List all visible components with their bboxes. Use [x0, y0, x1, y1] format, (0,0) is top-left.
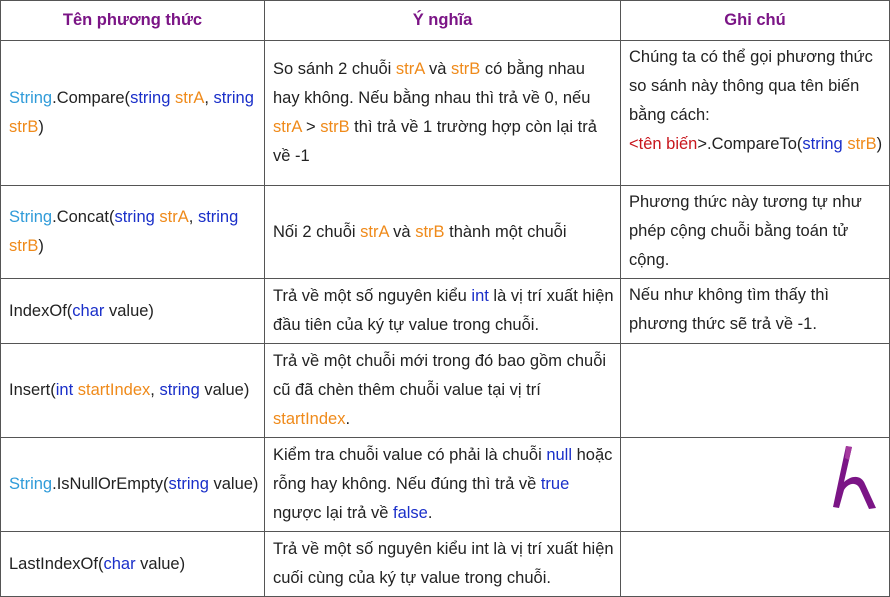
code-text: ,: [150, 381, 160, 399]
code-keyword: int: [55, 381, 74, 399]
meaning-text: .: [427, 504, 433, 522]
meaning-text: thì trả về 1 trường hợp còn lại trả về -1: [273, 118, 597, 165]
method-name-cell: [1, 279, 265, 344]
code-keyword: string: [802, 135, 843, 153]
code-keyword: false: [393, 504, 428, 522]
code-param: strB: [320, 118, 350, 136]
meaning-text: Trả về một chuỗi mới trong đó bao gồm chuỗi cũ đã chèn thêm chuỗi value tại vị trí: [273, 352, 607, 399]
note-cell: [621, 279, 890, 344]
note-cell: [621, 344, 890, 438]
meaning-text: Trả về một số nguyên kiểu int là vị trí xuất hiện cuối cùng của ký tự value trong chuỗi.: [273, 540, 614, 587]
table-row: [1, 438, 890, 532]
meaning-text: là vị trí xuất hiện đầu tiên của ký tự value trong chuỗi.: [273, 287, 614, 334]
code-param: strA: [159, 208, 189, 226]
code-text: ): [876, 135, 883, 153]
code-bracket: <: [629, 135, 639, 153]
code-keyword: char: [103, 554, 136, 573]
table-row: [1, 532, 890, 597]
code-param: strA: [175, 89, 205, 107]
method-name-cell: [1, 532, 265, 597]
code-keyword: null: [546, 446, 573, 464]
code-text: .Concat(: [52, 208, 115, 226]
note-text: Nếu như không tìm thấy thì phương thức sẽ trả về -1.: [629, 286, 829, 333]
table-header-row: [1, 1, 890, 41]
code-keyword: string: [114, 208, 155, 226]
code-keyword: char: [72, 301, 105, 320]
meaning-text: >: [301, 118, 321, 136]
code-param: startIndex: [273, 410, 346, 428]
meaning-text: So sánh 2 chuỗi: [273, 60, 396, 78]
meaning-text: ngược lại trả về: [273, 504, 393, 522]
meaning-text: thành một chuỗi: [444, 222, 567, 241]
code-keyword: string: [197, 208, 239, 226]
meaning-cell: [265, 532, 621, 597]
method-name-cell: [1, 41, 265, 186]
code-param: strB: [847, 135, 877, 153]
table-row: [1, 279, 890, 344]
code-param: strA: [273, 118, 302, 136]
meaning-text: Nối 2 chuỗi: [273, 222, 361, 241]
meaning-cell: [265, 186, 621, 279]
code-param: strB: [415, 222, 445, 241]
method-name-cell: [1, 186, 265, 279]
code-class: String: [9, 89, 53, 107]
meaning-cell: [265, 344, 621, 438]
method-name-cell: [1, 438, 265, 532]
code-text: value): [208, 475, 259, 493]
code-text: .IsNullOrEmpty(: [52, 475, 169, 493]
note-cell: [621, 438, 890, 532]
meaning-text: có bằng nhau hay không. Nếu bằng nhau thì trả về 0, nếu: [273, 60, 591, 107]
note-cell: [621, 532, 890, 597]
code-text: Insert(: [9, 381, 56, 399]
code-keyword: string: [159, 381, 200, 399]
code-param: strA: [395, 60, 425, 78]
code-keyword: string: [168, 475, 209, 493]
code-class: String: [9, 475, 53, 493]
code-keyword: string: [130, 89, 171, 107]
code-param: strB: [450, 60, 481, 78]
note-cell: [621, 186, 890, 279]
code-text: ): [38, 237, 44, 255]
meaning-text: .: [345, 410, 351, 428]
code-keyword: string: [213, 89, 254, 107]
code-text: LastIndexOf(: [9, 554, 104, 573]
header-method-name: Tên phương thức: [1, 1, 265, 41]
code-text: ,: [188, 208, 198, 226]
code-keyword: int: [471, 287, 489, 305]
meaning-text: và: [424, 60, 451, 78]
code-param: strB: [9, 237, 39, 255]
header-note: Ghi chú: [621, 1, 890, 41]
code-param: strA: [360, 222, 389, 241]
note-text: Chúng ta có thể gọi phương thức so sánh này thông qua tên biến bằng cách:: [629, 48, 873, 124]
header-meaning: Ý nghĩa: [265, 1, 621, 41]
code-placeholder: tên biến: [638, 135, 698, 153]
code-text: value): [104, 301, 154, 320]
table-row: [1, 41, 890, 186]
meaning-text: và: [388, 222, 416, 241]
meaning-cell: [265, 279, 621, 344]
note-cell: [621, 41, 890, 186]
meaning-cell: [265, 438, 621, 532]
stylized-h-logo-icon: [833, 444, 879, 510]
code-text: IndexOf(: [9, 301, 73, 320]
meaning-text: Kiểm tra chuỗi value có phải là chuỗi: [273, 446, 547, 464]
code-text: value): [135, 554, 186, 573]
code-text: >.CompareTo(: [697, 135, 803, 153]
note-text: Phương thức này tương tự như phép cộng chuỗi bằng toán tử cộng.: [629, 193, 862, 269]
table-row: [1, 186, 890, 279]
method-name-cell: [1, 344, 265, 438]
meaning-text: Trả về một số nguyên kiểu: [273, 287, 472, 305]
code-text: ): [38, 118, 44, 136]
table-row: [1, 344, 890, 438]
code-text: value): [199, 381, 250, 399]
code-text: .Compare(: [52, 89, 131, 107]
meaning-cell: [265, 41, 621, 186]
meaning-text: hoặc rỗng hay không. Nếu đúng thì trả về: [273, 446, 613, 493]
code-param: strB: [9, 118, 39, 136]
code-class: String: [9, 208, 53, 226]
code-param: startIndex: [77, 381, 151, 399]
code-keyword: true: [540, 475, 570, 493]
code-text: ,: [204, 89, 214, 107]
